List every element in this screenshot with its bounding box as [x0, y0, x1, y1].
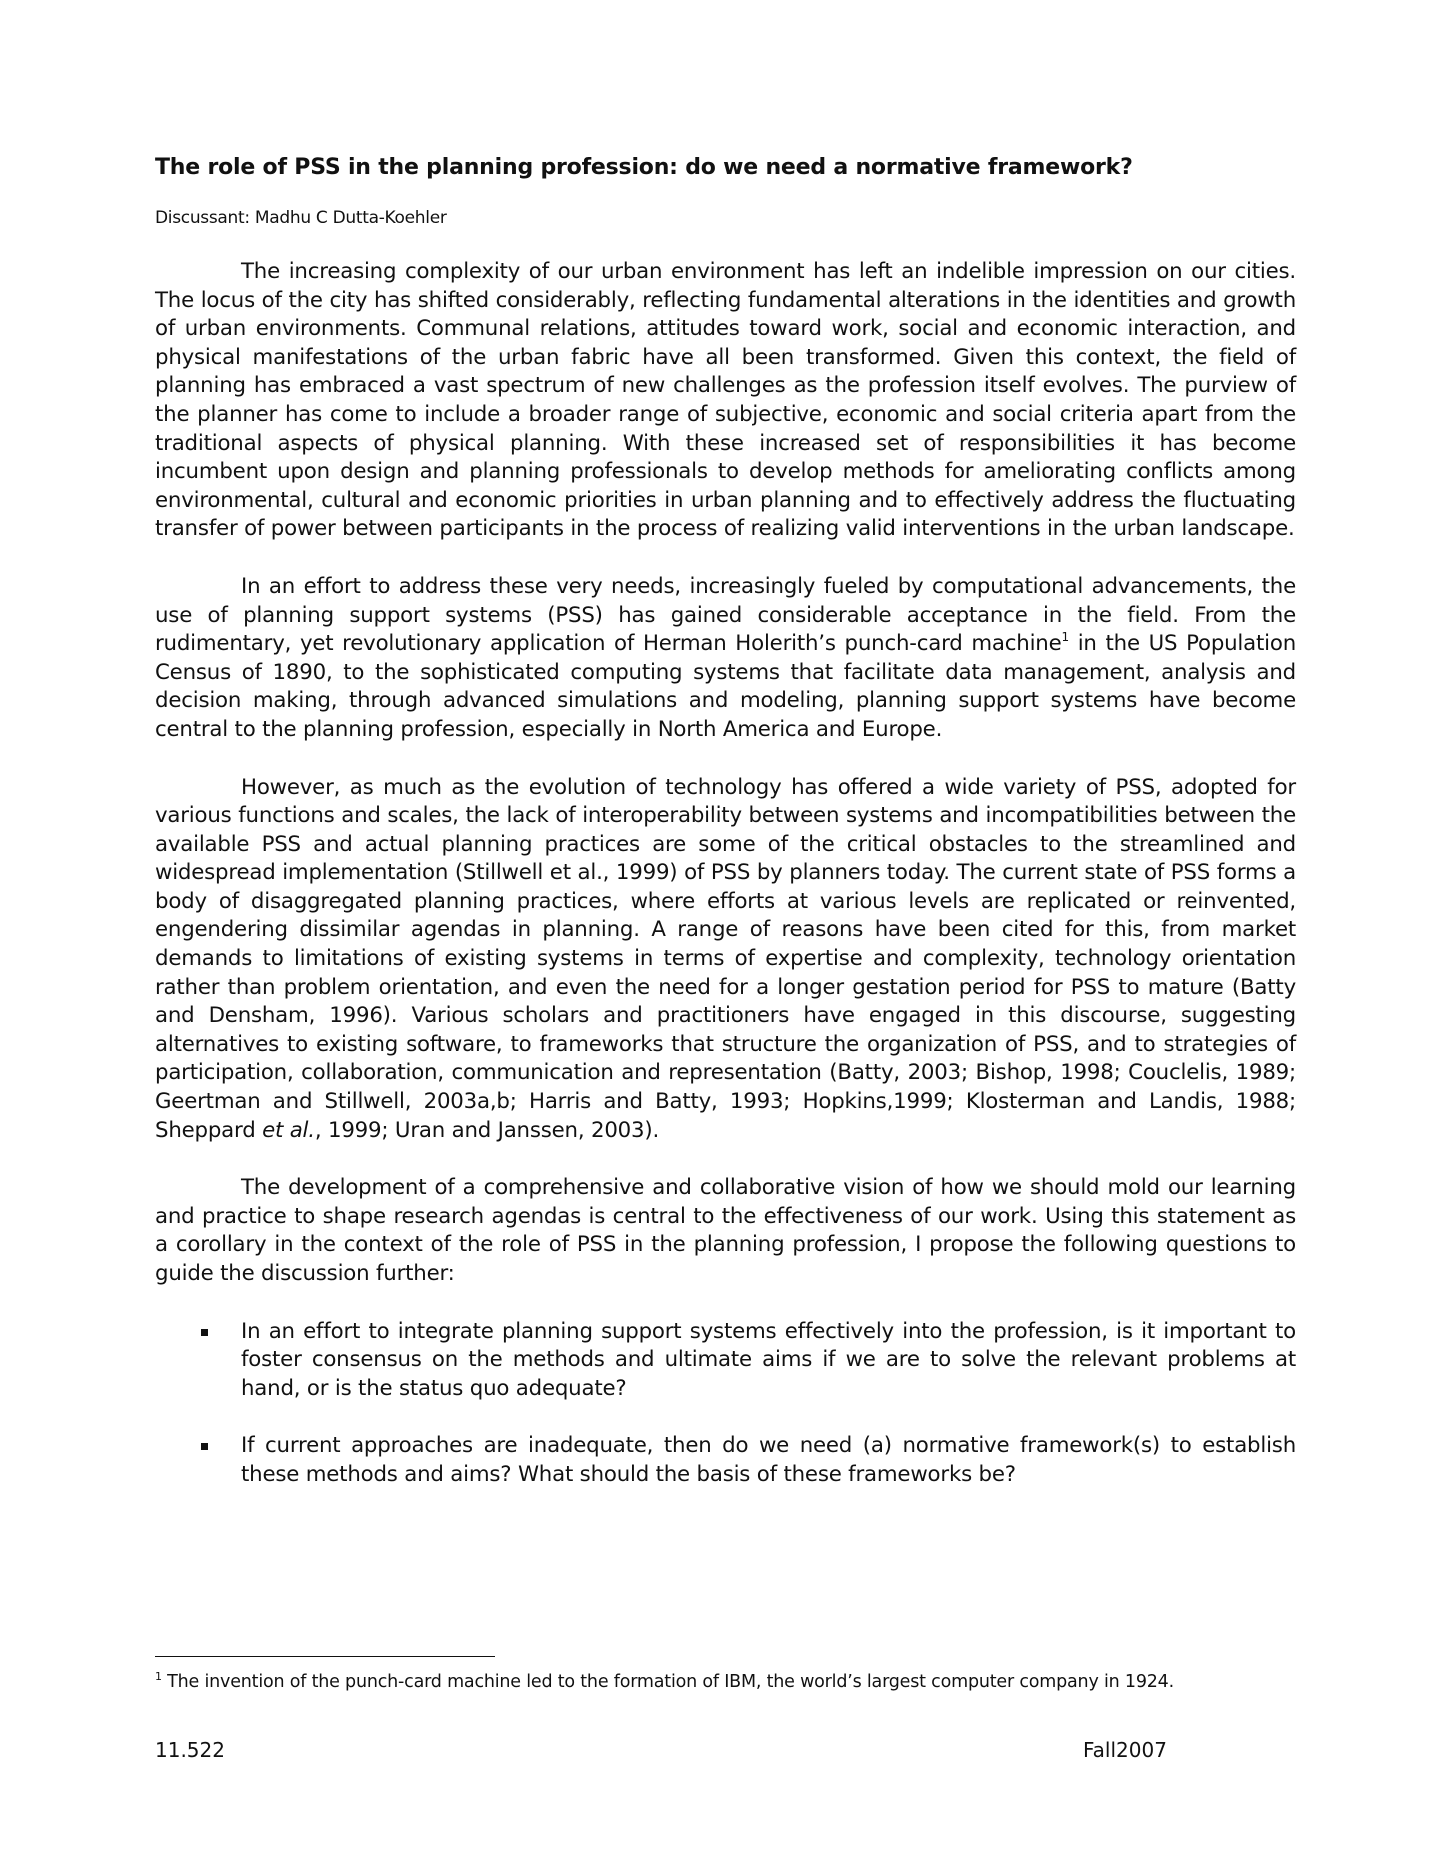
list-item-text: In an effort to integrate planning support systems effectively into the profession, is it important to foster consensus on the methods and ultimate aims if we are to solve the relevant problems at hand, or is the status quo adequate?	[241, 1318, 1296, 1401]
paragraph-text: in the US Population Census of 1890, to the sophisticated computing systems that facilitate data management, analysis and decision making, through advanced simulations and modeling, planning support systems have become central to the planning profession, especially in North America and Europe.	[155, 631, 1296, 742]
bullet-square-icon	[201, 1329, 208, 1336]
discussant-line: Discussant: Madhu C Dutta-Koehler	[155, 208, 447, 228]
question-list	[155, 1318, 1296, 1490]
footnote-reference: 1	[1061, 630, 1069, 645]
document-body	[155, 258, 1296, 1519]
paragraph-intro: The increasing complexity of our urban environment has left an indelible impression on our cities. The locus of the city has shifted considerably, reflecting fundamental alterations in the identities and growth of urban environments. Communal relations, attitudes toward work, social and economic interaction, and physical manifestations of the urban fabric have all been transformed. Given this context, the field of planning has embraced a vast spectrum of new challenges as the profession itself evolves. The purview of the planner has come to include a broader range of subjective, economic and social criteria apart from the traditional aspects of physical planning. With these increased set of responsibilities it has become incumbent upon design and planning professionals to develop methods for ameliorating conflicts among environmental, cultural and economic priorities in urban planning and to effectively address the fluctuating transfer of power between participants in the process of realizing valid interventions in the urban landscape.	[155, 259, 1296, 542]
list-item-text: If current approaches are inadequate, then do we need (a) normative framework(s) to establish these methods and aims? What should the basis of these frameworks be?	[241, 1433, 1296, 1487]
paragraph-vision: The development of a comprehensive and collaborative vision of how we should mold our learning and practice to shape research agendas is central to the effectiveness of our work. Using this statement as a corollary in the context of the role of PSS in the planning profession, I propose the following questions to guide the discussion further:	[155, 1175, 1296, 1286]
page-title: The role of PSS in the planning profession: do we need a normative framework?	[155, 155, 1133, 180]
paragraph-pss-history	[155, 573, 1296, 745]
bullet-square-icon	[201, 1443, 208, 1450]
footnote-divider	[155, 1656, 495, 1657]
paragraph-text: , 1999; Uran and Janssen, 2003).	[314, 1117, 660, 1143]
italic-text: et al.	[262, 1117, 315, 1143]
footnote-text: The invention of the punch-card machine led to the formation of IBM, the world’s largest computer company in 1924.	[161, 1672, 1174, 1692]
footnote	[155, 1670, 1296, 1695]
footer-course-number: 11.522	[155, 1738, 225, 1762]
paragraph-pss-obstacles	[155, 774, 1296, 1146]
paragraph-text: However, as much as the evolution of technology has offered a wide variety of PSS, adopted for various functions and scales, the lack of interoperability between systems and incompatibilities between the available PSS and actual planning practices are some of the critical obstacles to the streamlined and widespread implementation (Stillwell et al., 1999) of PSS by planners today. The current state of PSS forms a body of disaggregated planning practices, where efforts at various levels are replicated or reinvented, engendering dissimilar agendas in planning. A range of reasons have been cited for this, from market demands to limitations of existing systems in terms of expertise and complexity, technology orientation rather than problem orientation, and even the need for a longer gestation period for PSS to mature (Batty and Densham, 1996). Various scholars and practitioners have engaged in this discourse, suggesting alternatives to existing software, to frameworks that structure the organization of PSS, and to strategies of participation, collaboration, communication and representation (Batty, 2003; Bishop, 1998; Couclelis, 1989; Geertman and Stillwell, 2003a,b; Harris and Batty, 1993; Hopkins,1999; Klosterman and Landis, 1988; Sheppard	[155, 774, 1296, 1143]
list-item	[155, 1318, 1296, 1404]
footnote-marker: 1	[155, 1670, 162, 1683]
paragraph-text: In an effort to address these very needs, increasingly fueled by computational advancements, the use of planning support systems (PSS) has gained considerable acceptance in the field. From the rudimentary, yet revolutionary application of Herman Holerith’s punch-card machine	[155, 573, 1296, 657]
list-item	[155, 1432, 1296, 1489]
footer-term: Fall2007	[1083, 1738, 1167, 1762]
